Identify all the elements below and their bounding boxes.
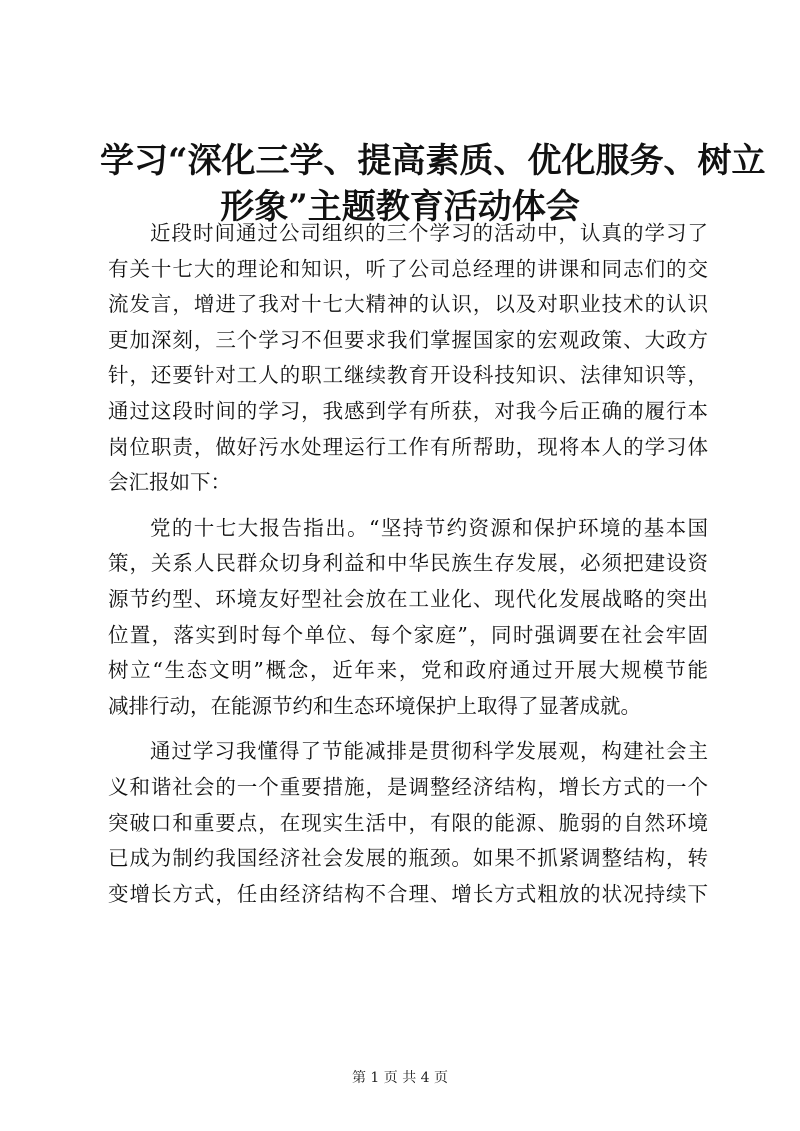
text-line: 更加深刻，三个学习不但要求我们掌握国家的宏观政策、大政方 xyxy=(108,327,708,352)
text-line: 针，还要针对工人的职工继续教育开设科技知识、法律知识等， xyxy=(108,363,708,388)
text-line: 党的十七大报告指出。“坚持节约资源和保护环境的基本国 xyxy=(150,515,708,540)
paragraph xyxy=(108,511,708,725)
document-body xyxy=(108,216,708,922)
title-line: 形象”主题教育活动体会 xyxy=(220,187,580,227)
text-line: 有关十七大的理论和知识，听了公司总经理的讲课和同志们的交 xyxy=(108,256,708,281)
text-line: 突破口和重要点，在现实生活中，有限的能源、脆弱的自然环境 xyxy=(108,810,708,835)
text-line: 通过学习我懂得了节能减排是贯彻科学发展观，构建社会主 xyxy=(150,739,708,764)
text-line: 近段时间通过公司组织的三个学习的活动中，认真的学习了 xyxy=(150,221,708,245)
text-line: 减排行动，在能源节约和生态环境保护上取得了显著成就。 xyxy=(108,693,641,718)
text-line: 会汇报如下： xyxy=(108,470,231,495)
text-line: 已成为制约我国经济社会发展的瓶颈。如果不抓紧调整结构，转 xyxy=(108,846,708,871)
text-line: 义和谐社会的一个重要措施，是调整经济结构，增长方式的一个 xyxy=(108,774,708,799)
title-line: 学习“深化三学、提高素质、优化服务、树立 xyxy=(100,141,766,181)
text-line: 通过这段时间的学习，我感到学有所获，对我今后正确的履行本 xyxy=(108,398,708,423)
paragraph xyxy=(108,216,708,501)
text-line: 流发言，增进了我对十七大精神的认识，以及对职业技术的认识 xyxy=(108,292,708,317)
text-line: 源节约型、环境友好型社会放在工业化、现代化发展战略的突出 xyxy=(108,586,708,611)
page-footer: 第 1 页 共 4 页 xyxy=(351,1070,449,1086)
paragraph xyxy=(108,734,708,912)
text-line: 位置，落实到时每个单位、每个家庭”，同时强调要在社会牢固 xyxy=(108,622,708,647)
text-line: 树立“生态文明”概念，近年来，党和政府通过开展大规模节能 xyxy=(108,658,708,683)
text-line: 变增长方式，任由经济结构不合理、增长方式粗放的状况持续下 xyxy=(108,881,708,906)
text-line: 策，关系人民群众切身利益和中华民族生存发展，必须把建设资 xyxy=(108,551,708,576)
text-line: 岗位职责，做好污水处理运行工作有所帮助，现将本人的学习体 xyxy=(108,434,708,459)
